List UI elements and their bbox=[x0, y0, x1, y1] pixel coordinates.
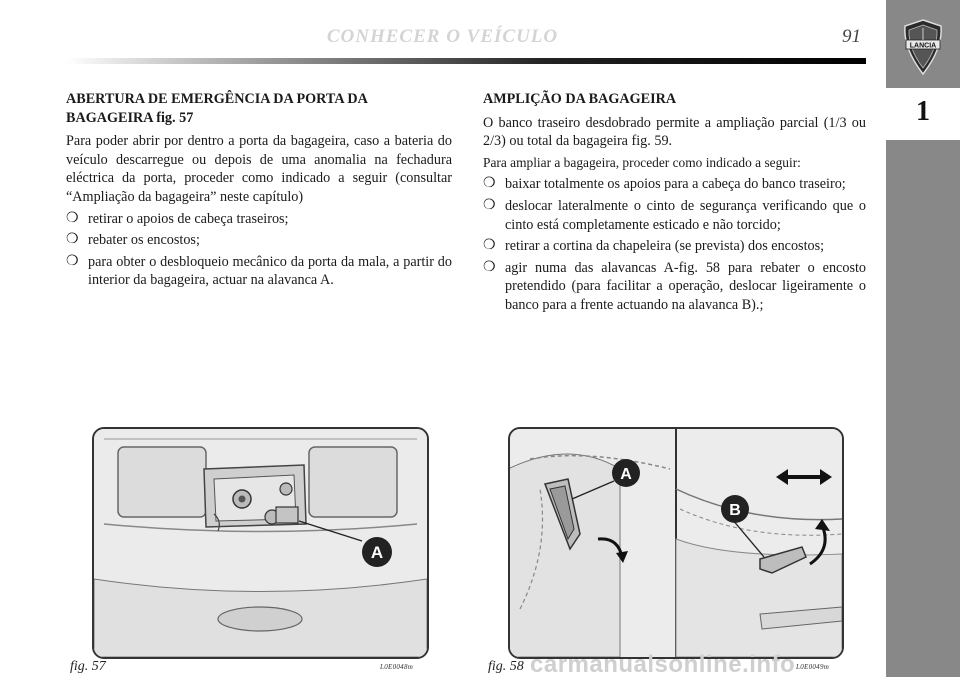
svg-text:B: B bbox=[729, 502, 741, 519]
bullet-icon: ❍ bbox=[66, 232, 79, 248]
svg-text:LANCIA: LANCIA bbox=[909, 42, 937, 50]
figure-57-code: L0E0048m bbox=[380, 663, 414, 671]
list-item: ❍ retirar o apoios de cabeça traseiros; bbox=[66, 210, 289, 227]
latch-illustration bbox=[94, 429, 427, 657]
seat-illustration bbox=[510, 429, 842, 657]
bullet-icon: ❍ bbox=[66, 210, 79, 226]
figure-58-caption: fig. 58 bbox=[488, 659, 524, 674]
paragraph-intro: Para poder abrir por dentro a porta da bagageira, caso a bateria do veículo descarregue ou depois de uma anomalia na fechadura eléctrica da porta, proceder como indicado a seguir (consultar “Ampliação da bagageira” neste capítulo) bbox=[66, 133, 452, 205]
paragraph-intro: O banco traseiro desdobrado permite a ampliação parcial (1/3 ou 2/3) ou total da bagageira fig. 59. bbox=[483, 114, 866, 150]
section-heading-emergency-opening: ABERTURA DE EMERGÊNCIA DA PORTA DA BAGAGEIRA fig. 57 bbox=[66, 91, 368, 126]
left-column bbox=[66, 90, 452, 293]
paragraph-procedure: Para ampliar a bagageira, proceder como indicado a seguir: bbox=[483, 154, 801, 170]
list-item: ❍ deslocar lateralmente o cinto de segurança verificando que o cinto está completamente esticado e não torcido; bbox=[483, 197, 866, 233]
bullet-icon: ❍ bbox=[483, 259, 496, 275]
list-item: ❍ agir numa das alavancas A-fig. 58 para rebater o encosto pretendido (para facilitar a operação, deslocar ligeiramente o banco para a frente actuando na alavanca B).; bbox=[483, 259, 866, 313]
instruction-list bbox=[483, 175, 866, 314]
svg-text:A: A bbox=[620, 466, 632, 483]
bullet-icon: ❍ bbox=[483, 176, 496, 192]
page-number: 91 bbox=[842, 26, 861, 47]
running-header: CONHECER O VEÍCULO bbox=[326, 26, 559, 47]
watermark: carmanualsonline.info bbox=[530, 651, 796, 678]
chapter-number: 1 bbox=[916, 96, 930, 127]
bullet-icon: ❍ bbox=[483, 238, 496, 254]
instruction-list bbox=[66, 210, 452, 290]
section-heading-luggage-extension: AMPLIÇÃO DA BAGAGEIRA bbox=[483, 91, 677, 107]
right-column bbox=[483, 90, 866, 318]
figure-57-caption: fig. 57 bbox=[70, 659, 106, 674]
figure-58-code: L0E0049m bbox=[796, 663, 830, 671]
list-item: ❍ rebater os encostos; bbox=[66, 232, 200, 249]
header-rule bbox=[66, 58, 866, 64]
svg-text:A: A bbox=[370, 543, 384, 562]
list-item: ❍ retirar a cortina da chapeleira (se prevista) dos encostos; bbox=[483, 238, 825, 255]
figure-58-seat-levers bbox=[508, 427, 844, 659]
list-item: ❍ para obter o desbloqueio mecânico da porta da mala, a partir do interior da bagageira, actuar na alavanca A. bbox=[66, 253, 452, 289]
lancia-logo-icon bbox=[901, 18, 945, 76]
list-item: ❍ baixar totalmente os apoios para a cabeça do banco traseiro; bbox=[483, 176, 846, 193]
bullet-icon: ❍ bbox=[66, 253, 79, 269]
figure-57-tailgate-latch bbox=[92, 427, 429, 659]
bullet-icon: ❍ bbox=[483, 197, 496, 213]
